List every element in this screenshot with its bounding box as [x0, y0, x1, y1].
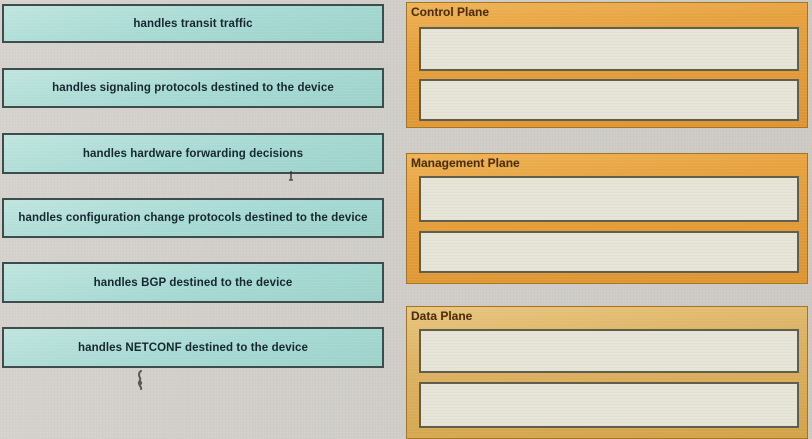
- drop-slot-data-plane-1[interactable]: [419, 329, 799, 373]
- drag-item-bgp[interactable]: [2, 262, 384, 303]
- drop-group-title: Control Plane: [411, 5, 490, 19]
- drop-group-control-plane: [406, 2, 808, 128]
- drop-group-title: Management Plane: [411, 156, 520, 170]
- drop-slot-data-plane-2[interactable]: [419, 382, 799, 428]
- drag-item-hardware-forwarding[interactable]: [2, 133, 384, 174]
- drag-item-label: handles NETCONF destined to the device: [77, 341, 308, 354]
- drag-item-label: handles signaling protocols destined to the device: [52, 82, 334, 94]
- cursor-artifact: [287, 171, 295, 183]
- drag-item-label: handles configuration change protocols destined to the device: [18, 212, 368, 224]
- drag-item-netconf[interactable]: [2, 327, 384, 368]
- drop-group-title: Data Plane: [411, 309, 473, 323]
- drag-item-configuration-change[interactable]: [2, 198, 384, 238]
- drag-item-label: handles BGP destined to the device: [93, 276, 293, 289]
- drop-slot-management-plane-1[interactable]: [419, 176, 799, 222]
- smudge-mark: [134, 370, 146, 390]
- drag-item-label: handles hardware forwarding decisions: [82, 147, 304, 160]
- drag-item-transit-traffic[interactable]: [2, 4, 384, 43]
- drop-slot-management-plane-2[interactable]: [419, 231, 799, 273]
- drop-slot-control-plane-2[interactable]: [419, 79, 799, 121]
- drop-slot-control-plane-1[interactable]: [419, 27, 799, 71]
- drop-group-management-plane: [406, 153, 808, 284]
- drag-item-label: handles transit traffic: [133, 17, 253, 30]
- drag-item-signaling-protocols[interactable]: [2, 68, 384, 108]
- drop-group-data-plane: [406, 306, 808, 439]
